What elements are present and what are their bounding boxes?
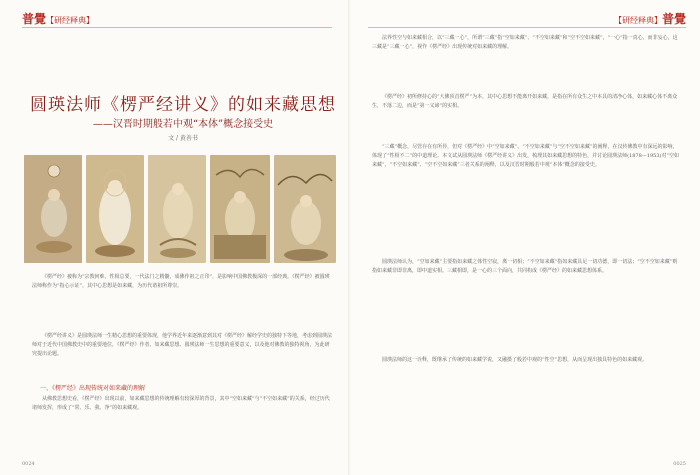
section-label: 【研经释典】	[613, 16, 662, 25]
left-header	[22, 10, 94, 27]
right-paragraph-5: 圆瑛法师的这一诠释，既继承了传统的如来藏学说，又融摄了般若中观的“性空”思想，从而呈现出独具特色的如来藏观。	[382, 357, 648, 363]
right-header	[614, 10, 686, 27]
left-page-number: 0024	[22, 461, 35, 467]
right-page	[350, 0, 700, 475]
right-paragraph-3: “三藏”概念，尽管存在有所异，但对《楞严经》中“空如来藏”、“不空如来藏”与“空不空如来藏”的阐释，在汉传佛教中有深远的影响，体现了“性相不二”的中道理论。本文试从圆瑛法师《楞严经讲义》出发，梳理其如来藏思想的特色，并讨论圆瑛法师(1878—1953)对“空如来藏”、“不空如来藏”、“空不空如来藏”三者关系的阐释，以及汉晋时期般若中观“本体”概念的接受史。	[372, 144, 680, 168]
painting-3	[148, 155, 206, 263]
brand-logo: 普覺	[22, 12, 47, 26]
right-paragraph-1: 法界性空与如来藏相合，以“三藏一心”，所谓“三藏”指“空如来藏”、“不空如来藏”和“空不空如来藏”，“一心”指一真心，而非妄心，这三藏是“三藏一心”，视作《楞严经》出现传统对如来藏的理解。	[372, 35, 678, 50]
painting-1	[24, 155, 82, 263]
right-paragraph-2: 《楞严经》初所修持心的“大佛顶首楞严”为本，其中心思想不能离开如来藏，是指在所有众生之中本具的清净心体，如来藏心体不离众生，不落二边，而是“第一义谛”的实相。	[372, 94, 678, 109]
left-paragraph-3: 从佛教思想史看，《楞严经》出现以前，如来藏思想的传统理解有较深厚的背景，其中“空如来藏”与“不空如来藏”的关系，经过历代诸师发挥，形成了“常、乐、我、净”的如来藏观。	[32, 396, 330, 411]
section-label: 【研经释典】	[46, 16, 95, 25]
right-paragraph-4: 圆瑛法师认为，“空如来藏”主要指如来藏之体性空寂，离一切相；“不空如来藏”指如来藏具足一切功德，即一切法；“空不空如来藏”则指如来藏非即非离，即中道实相。三藏相即，是一心的三个面向，共同构成《楞严经》的如来藏思想体系。	[372, 259, 678, 274]
header-rule	[22, 27, 332, 28]
painting-5	[274, 155, 336, 263]
article-subtitle: ——汉晋时期般若中观“本体”概念接受史	[92, 119, 274, 130]
article-byline: 文 / 黄善书	[168, 135, 198, 142]
header-rule	[368, 27, 686, 28]
left-paragraph-1: 《楞严经》被称为“宗教何难，性相总要，一代法门之精髓，成佛作祖之正印”，是影响中国佛教极深的一部经典。《楞严经》被圆瑛法师称作为“指心示证”，其中心思想是如来藏，为历代诸祖所尊崇。	[32, 274, 330, 289]
section-heading: 一、《楞严经》出现传统对如来藏的理解	[40, 385, 146, 392]
painting-2	[86, 155, 144, 263]
article-title: 圆瑛法师《楞严经讲义》的如来藏思想	[30, 95, 336, 115]
left-paragraph-2: 《楞严经讲义》是圆瑛法师一生精心思想的重要体现，他学界近年来逐渐意到其对《楞严经》解经学史的独特下等地，考虑到圆瑛法师对于近代中国佛教史中的重要地位，《楞严经》作者、如来藏思想、圆瑛法师一生思想的重要意义，以及他对佛教的独特视角，为此研究提出论题。	[32, 333, 332, 357]
brand-logo: 普覺	[661, 12, 686, 26]
painting-4	[210, 155, 270, 263]
painting-row	[24, 155, 336, 263]
right-page-number: 0025	[673, 461, 686, 467]
